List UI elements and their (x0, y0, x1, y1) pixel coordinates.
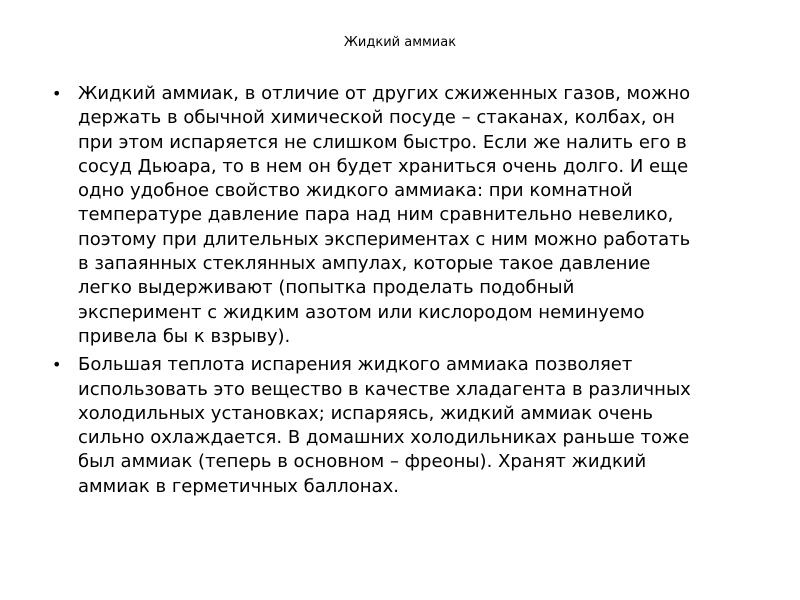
bullet-line: холодильных установках; испаряясь, жидкий аммиак очень (78, 402, 653, 424)
bullet-line: температуре давление пара над ним сравнительно невелико, (78, 204, 674, 226)
slide-title: Жидкий аммиак (343, 35, 457, 50)
bullet-item (48, 353, 748, 499)
bullet-line: держать в обычной химической посуде – стаканах, колбах, он (78, 107, 675, 129)
bullet-item (48, 82, 748, 349)
bullet-line: легко выдерживают (попытка проделать подобный (78, 277, 575, 299)
bullet-line: при этом испаряется не слишком быстро. Если же налить его в (78, 131, 687, 153)
bullet-dot-icon: • (52, 84, 62, 103)
bullet-line: аммиак в герметичных баллонах. (78, 475, 399, 497)
bullet-line: эксперимент с жидким азотом или кислородом неминуемо (78, 301, 645, 323)
bullet-line: был аммиак (теперь в основном – фреоны). Хранят жидкий (78, 451, 647, 473)
bullet-line: в запаянных стеклянных ампулах, которые такое давление (78, 253, 651, 275)
bullet-line: поэтому при длительных экспериментах с ним можно работать (78, 228, 691, 250)
bullet-list (48, 82, 748, 503)
bullet-line: использовать это вещество в качестве хладагента в различных (78, 378, 691, 400)
bullet-line: привела бы к взрыву). (78, 325, 291, 347)
bullet-dot-icon: • (52, 355, 62, 375)
bullet-line: сосуд Дьюара, то в нем он будет храниться очень долго. И еще (78, 155, 689, 177)
bullet-line: Жидкий аммиак, в отличие от других сжиженных газов, можно (78, 83, 691, 104)
bullet-line: сильно охлаждается. В домашних холодильниках раньше тоже (78, 427, 690, 449)
bullet-line: Большая теплота испарения жидкого аммиака позволяет (78, 354, 633, 376)
bullet-line: одно удобное свойство жидкого аммиака: при комнатной (78, 180, 633, 202)
